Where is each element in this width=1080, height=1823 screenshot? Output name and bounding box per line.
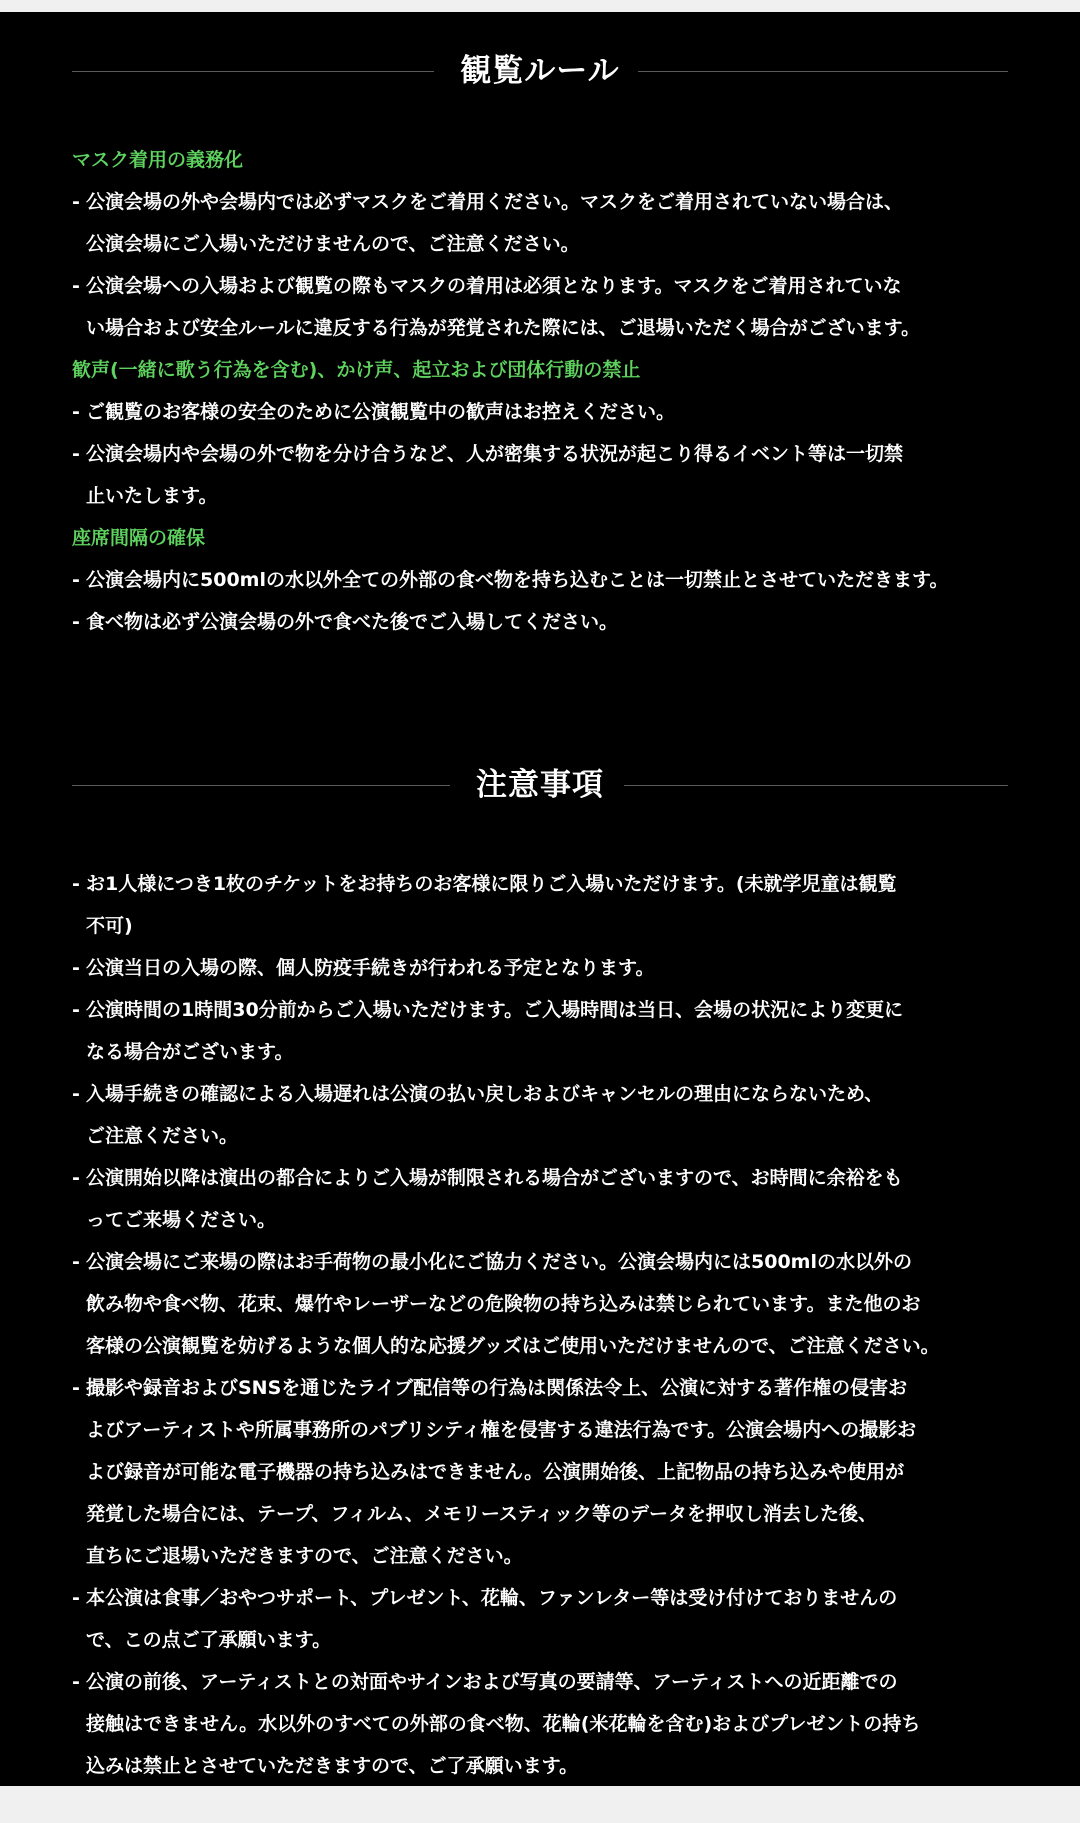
list-item — [72, 863, 1032, 947]
notes-content — [72, 863, 1032, 1787]
list-item — [72, 601, 1032, 643]
rule-subheading: 座席間隔の確保 — [72, 527, 206, 549]
rules-content — [72, 139, 1032, 643]
item-text-line: い場合および安全ルールに違反する行為が発覚された際には、ご退場いただく場合がございます。 — [86, 317, 921, 339]
bullet-dash: - — [72, 999, 80, 1021]
bullet-dash: - — [72, 401, 80, 423]
list-item — [72, 265, 1032, 349]
item-text-line: 公演の前後、アーティストとの対面やサインおよび写真の要請等、アーティストへの近距離での — [86, 1671, 898, 1693]
bullet-dash: - — [72, 611, 80, 633]
bullet-dash: - — [72, 1251, 80, 1273]
item-text-line: 入場手続きの確認による入場遅れは公演の払い戻しおよびキャンセルの理由にならないため、 — [86, 1083, 884, 1105]
list-item — [72, 1241, 1032, 1367]
bullet-dash: - — [72, 1377, 80, 1399]
bullet-dash: - — [72, 1167, 80, 1189]
list-item — [72, 1661, 1032, 1787]
item-text-line: 飲み物や食べ物、花束、爆竹やレーザーなどの危険物の持ち込みは禁じられています。また他のお — [86, 1293, 921, 1315]
bullet-dash: - — [72, 873, 80, 895]
item-text-line: ご注意ください。 — [86, 1125, 239, 1147]
list-item — [72, 1073, 1032, 1157]
item-text-line: 公演開始以降は演出の都合によりご入場が制限される場合がございますので、お時間に余裕をも — [86, 1167, 903, 1189]
list-item — [72, 433, 1032, 517]
item-text-line: 客様の公演観覧を妨げるような個人的な応援グッズはご使用いただけませんので、ご注意ください。 — [86, 1335, 940, 1357]
bullet-dash: - — [72, 957, 80, 979]
item-text-line: 接触はできません。水以外のすべての外部の食べ物、花輪(米花輪を含む)およびプレゼントの持ち — [86, 1713, 921, 1735]
list-item — [72, 559, 1032, 601]
item-text-line: 撮影や録音およびSNSを通じたライブ配信等の行為は関係法令上、公演に対する著作権の侵害お — [86, 1377, 908, 1399]
item-text-line: 公演会場にご来場の際はお手荷物の最小化にご協力ください。公演会場内には500mlの水以外の — [86, 1251, 912, 1273]
list-item — [72, 989, 1032, 1073]
item-text-line: よびアーティストや所属事務所のパブリシティ権を侵害する違法行為です。公演会場内への撮影お — [86, 1419, 917, 1441]
bullet-dash: - — [72, 1587, 80, 1609]
item-text-line: 公演会場の外や会場内では必ずマスクをご着用ください。マスクをご着用されていない場合は、 — [86, 191, 904, 213]
item-text-line: 公演時間の1時間30分前からご入場いただけます。ご入場時間は当日、会場の状況により変更に — [86, 999, 904, 1021]
bullet-dash: - — [72, 569, 80, 591]
bullet-dash: - — [72, 275, 80, 297]
item-text-line: 込みは禁止とさせていただきますので、ご了承願います。 — [86, 1755, 579, 1777]
list-item — [72, 391, 1032, 433]
list-item — [72, 947, 1032, 989]
item-text-line: 公演当日の入場の際、個人防疫手続きが行われる予定となります。 — [86, 957, 655, 979]
notes-title: 注意事項 — [476, 767, 604, 803]
item-text-line: 食べ物は必ず公演会場の外で食べた後でご入場してください。 — [86, 611, 619, 633]
notes-section-header — [72, 765, 1008, 805]
item-text-line: ご観覧のお客様の安全のために公演観覧中の歓声はお控えください。 — [86, 401, 676, 423]
rules-section-header — [72, 51, 1008, 91]
rules-title: 観覧ルール — [460, 53, 620, 89]
item-text-line: 公演会場への入場および観覧の際もマスクの着用は必須となります。マスクをご着用されていな — [86, 275, 902, 297]
item-text-line: 本公演は食事／おやつサポート、プレゼント、花輪、ファンレター等は受け付けておりませんの — [86, 1587, 898, 1609]
list-item — [72, 1577, 1032, 1661]
list-item — [72, 1157, 1032, 1241]
item-text-line: 公演会場にご入場いただけませんので、ご注意ください。 — [86, 233, 580, 255]
item-text-line: なる場合がございます。 — [86, 1041, 294, 1063]
item-text-line: 公演会場内や会場の外で物を分け合うなど、人が密集する状況が起こり得るイベント等は一切禁 — [86, 443, 904, 465]
bullet-dash: - — [72, 1083, 80, 1105]
rule-subheading: マスク着用の義務化 — [72, 149, 244, 171]
bullet-dash: - — [72, 443, 80, 465]
item-text-line: 不可) — [86, 915, 133, 937]
content-panel — [0, 12, 1080, 1786]
item-text-line: お1人様につき1枚のチケットをお持ちのお客様に限りご入場いただけます。(未就学児童は観覧 — [86, 873, 897, 895]
item-text-line: 発覚した場合には、テープ、フィルム、メモリースティック等のデータを押収し消去した後、 — [86, 1503, 877, 1525]
bullet-dash: - — [72, 1671, 80, 1693]
rule-subheading: 歓声(一緒に歌う行為を含む)、かけ声、起立および団体行動の禁止 — [72, 359, 641, 381]
item-text-line: 直ちにご退場いただきますので、ご注意ください。 — [86, 1545, 523, 1567]
item-text-line: 止いたします。 — [86, 485, 218, 507]
list-item — [72, 1367, 1032, 1577]
bullet-dash: - — [72, 191, 80, 213]
item-text-line: 公演会場内に500mlの水以外全ての外部の食べ物を持ち込むことは一切禁止とさせていただきます。 — [86, 569, 949, 591]
list-item — [72, 181, 1032, 265]
item-text-line: ってご来場ください。 — [86, 1209, 277, 1231]
item-text-line: よび録音が可能な電子機器の持ち込みはできません。公演開始後、上記物品の持ち込みや使用が — [86, 1461, 905, 1483]
item-text-line: で、この点ご了承願います。 — [86, 1629, 332, 1651]
